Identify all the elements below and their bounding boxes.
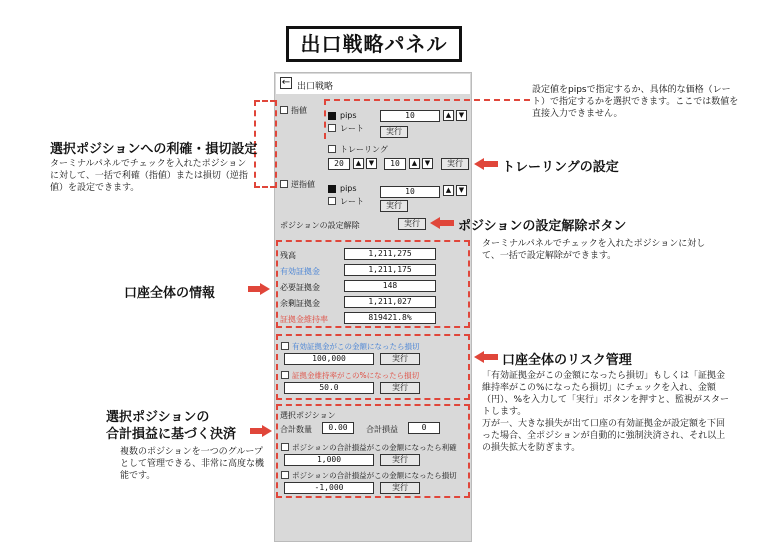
clear-arrow-icon (430, 217, 440, 229)
pips-callout-left (324, 99, 326, 139)
limit-up-icon[interactable]: ▲ (443, 110, 454, 121)
left1-title: 選択ポジションへの利確・損切設定 (50, 142, 258, 157)
stop-label: 逆指値 (291, 180, 315, 189)
trailing-arrow-icon (474, 158, 484, 170)
surplus-margin-value: 1,211,027 (344, 296, 436, 308)
stop-rate-radio[interactable] (328, 197, 336, 205)
limit-value-input[interactable]: 10 (380, 110, 440, 122)
group-desc: 複数のポジションを一つのグループとして管理できる、非常に高度な機能です。 (120, 447, 265, 481)
back-arrow-icon[interactable]: ← (281, 77, 291, 88)
stop-pips-label: pips (340, 184, 357, 193)
margin-ratio-label: 証拠金維持率 (280, 315, 328, 324)
pips-callout-line (324, 99, 530, 101)
left-bracket-line (275, 100, 277, 188)
top-right-annotation: 設定値をpipsで指定するか、具体的な価格（レート）で指定するかを選択できます。ここでは数値を直接入力できません。 (532, 85, 739, 119)
trailing-arrow-shaft (484, 161, 498, 167)
risk-ratio-checkbox[interactable] (281, 371, 289, 379)
group-sl-checkbox[interactable] (281, 471, 289, 479)
effective-margin-label: 有効証拠金 (280, 267, 320, 276)
group-pl-value: 0 (408, 422, 440, 434)
group-sl-label: ポジションの合計損益がこの金額になったら損切 (292, 471, 457, 480)
stop-up-icon[interactable]: ▲ (443, 185, 454, 196)
risk-ratio-exec-button[interactable]: 実行 (380, 382, 420, 394)
limit-down-icon[interactable]: ▼ (456, 110, 467, 121)
left-bracket-top (254, 100, 276, 102)
trailing-label: トレーリング (340, 145, 388, 154)
group-arrow-icon (262, 425, 272, 437)
left-bracket-bottom (254, 186, 276, 188)
balance-value: 1,211,275 (344, 248, 436, 260)
limit-rate-label: レート (340, 124, 364, 133)
group-sl-input[interactable]: -1,000 (284, 482, 374, 494)
stop-rate-label: レート (340, 197, 364, 206)
risk-title: 口座全体のリスク管理 (502, 353, 632, 368)
group-qty-label: 合計数量 (280, 425, 312, 434)
risk-ratio-input[interactable]: 50.0 (284, 382, 374, 394)
trailing-exec-button[interactable]: 実行 (441, 158, 469, 170)
stop-value-input[interactable]: 10 (380, 186, 440, 198)
trailing-value1-input[interactable]: 20 (328, 158, 350, 170)
group-qty-value: 0.00 (322, 422, 354, 434)
page-title: 出口戦略パネル (286, 26, 462, 62)
limit-exec-button[interactable]: 実行 (380, 126, 408, 138)
risk-desc: 「有効証拠金がこの金額になったら損切」もしくは「証拠金維持率がこの%になったら損切」にチェックを入れ、金額（円）、%を入力して「実行」ボタンを押すと、監視がスタートします。 万が一、大きな損失が出て口座の有効証拠金が設定額を下回った場合、全ポジションが自動的に強制決済され、それ以上の損失拡大を防ぎます。 (482, 371, 730, 453)
limit-checkbox[interactable] (280, 106, 288, 114)
group-tp-input[interactable]: 1,000 (284, 454, 374, 466)
group-pl-label: 合計損益 (366, 425, 398, 434)
account-title: 口座全体の情報 (124, 286, 216, 301)
balance-label: 残高 (280, 251, 296, 260)
group-arrow-shaft (250, 428, 262, 434)
risk-arrow-shaft (484, 354, 498, 360)
clear-title: ポジションの設定解除ボタン (458, 219, 627, 234)
clear-desc: ターミナルパネルでチェックを入れたポジションに対して、一括で設定解除ができます。 (482, 239, 706, 261)
stop-checkbox[interactable] (280, 180, 288, 188)
trailing1-up-icon[interactable]: ▲ (353, 158, 364, 169)
account-arrow-icon (260, 283, 270, 295)
group-header: 選択ポジション (280, 411, 336, 420)
group-title-line1: 選択ポジションの (106, 410, 210, 425)
trailing-value2-input[interactable]: 10 (384, 158, 406, 170)
risk-margin-exec-button[interactable]: 実行 (380, 353, 420, 365)
group-tp-exec-button[interactable]: 実行 (380, 454, 420, 466)
effective-margin-value: 1,211,175 (344, 264, 436, 276)
limit-label: 指値 (291, 106, 307, 115)
panel-header-title: 出口戦略 (297, 82, 334, 92)
risk-margin-label: 有効証拠金がこの金額になったら損切 (292, 342, 420, 351)
clear-exec-button[interactable]: 実行 (398, 218, 426, 230)
margin-ratio-value: 819421.8% (344, 312, 436, 324)
trailing-title: トレーリングの設定 (502, 160, 619, 175)
trailing2-up-icon[interactable]: ▲ (409, 158, 420, 169)
risk-margin-input[interactable]: 100,000 (284, 353, 374, 365)
limit-pips-label: pips (340, 111, 357, 120)
group-sl-exec-button[interactable]: 実行 (380, 482, 420, 494)
required-margin-value: 148 (344, 280, 436, 292)
clear-label: ポジションの設定解除 (280, 221, 360, 230)
limit-pips-radio[interactable] (328, 112, 336, 120)
group-tp-label: ポジションの合計損益がこの金額になったら利確 (292, 443, 457, 452)
trailing-checkbox[interactable] (328, 145, 336, 153)
required-margin-label: 必要証拠金 (280, 283, 320, 292)
risk-arrow-icon (474, 351, 484, 363)
limit-rate-radio[interactable] (328, 124, 336, 132)
stop-pips-radio[interactable] (328, 185, 336, 193)
stop-down-icon[interactable]: ▼ (456, 185, 467, 196)
risk-ratio-label: 証拠金維持率がこの%になったら損切 (292, 371, 420, 380)
group-title-line2: 合計損益に基づく決済 (106, 427, 237, 442)
trailing2-down-icon[interactable]: ▼ (422, 158, 433, 169)
clear-arrow-shaft (440, 220, 454, 226)
account-arrow-shaft (248, 286, 260, 292)
group-tp-checkbox[interactable] (281, 443, 289, 451)
risk-margin-checkbox[interactable] (281, 342, 289, 350)
left1-desc: ターミナルパネルでチェックを入れたポジションに対して、一括で利確（指値）または損切（逆指値）を設定できます。 (50, 159, 248, 193)
trailing1-down-icon[interactable]: ▼ (366, 158, 377, 169)
surplus-margin-label: 余剰証拠金 (280, 299, 320, 308)
stop-exec-button[interactable]: 実行 (380, 200, 408, 212)
